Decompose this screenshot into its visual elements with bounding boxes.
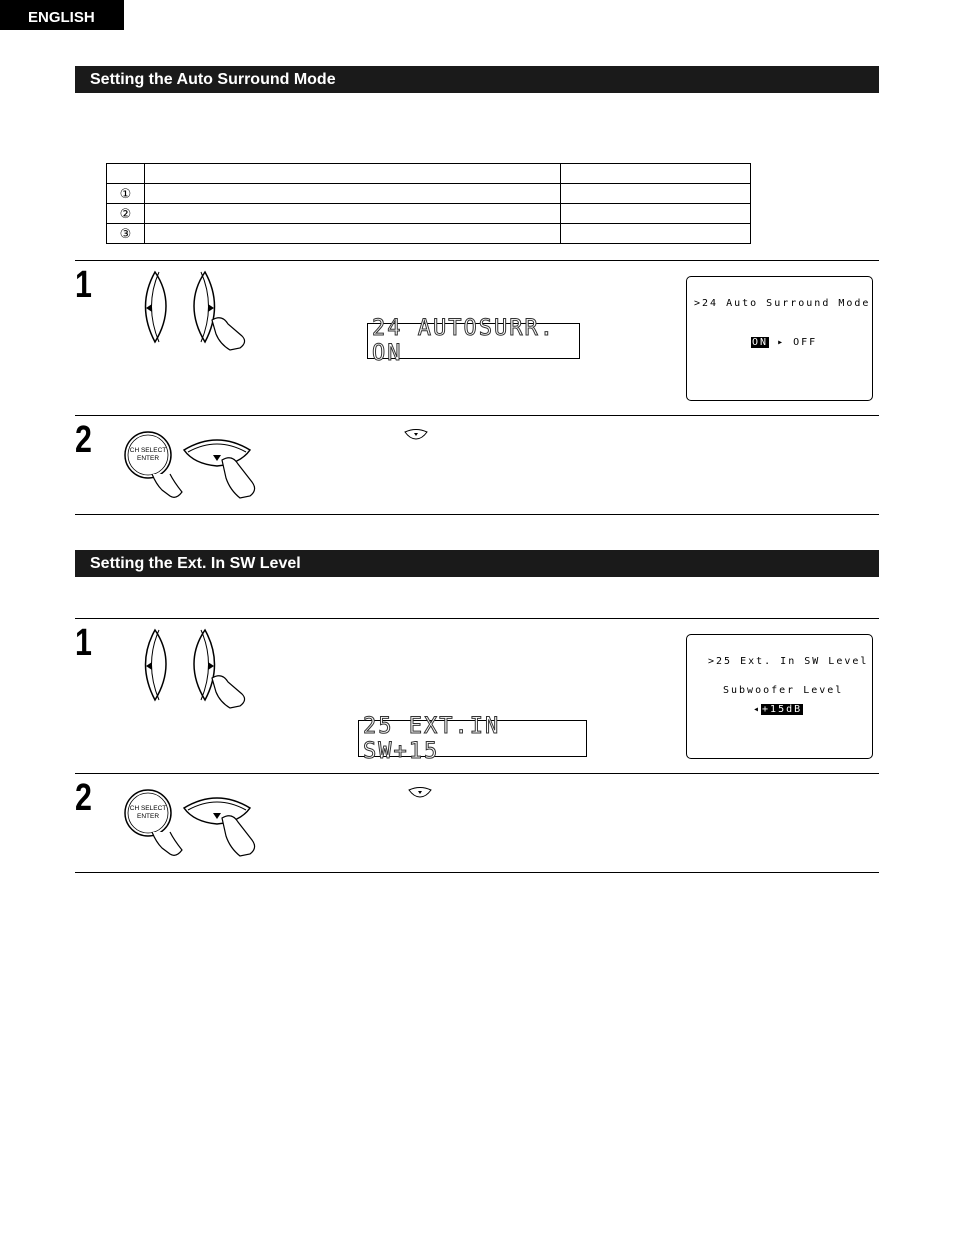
divider	[75, 872, 879, 873]
mode-table	[106, 163, 751, 244]
row-marker: ③	[107, 224, 145, 244]
row-marker: ①	[107, 184, 145, 204]
language-tab: ENGLISH	[0, 0, 124, 30]
button-label-top: CH SELECT	[129, 805, 167, 812]
osd-subtitle: Subwoofer Level	[723, 685, 844, 696]
button-label-bottom: ENTER	[136, 813, 160, 820]
button-label-bottom: ENTER	[136, 455, 160, 462]
osd-title: >25 Ext. In SW Level	[708, 656, 869, 667]
ch-select-enter-button-icon[interactable]	[122, 430, 262, 502]
section-title-auto-surround: Setting the Auto Surround Mode	[75, 66, 879, 93]
osd-value: +15dB	[762, 704, 803, 715]
table-row	[107, 224, 751, 244]
front-display: 24 AUTOSURR. ON	[367, 323, 580, 359]
step-number: 1	[75, 622, 92, 664]
right-arrow-icon: ▸	[777, 337, 786, 348]
step-number: 2	[75, 777, 92, 819]
osd-value-row	[753, 704, 803, 715]
section-title-ext-in-sw: Setting the Ext. In SW Level	[75, 550, 879, 577]
ch-select-enter-button-icon[interactable]	[122, 788, 262, 860]
divider	[75, 260, 879, 261]
table-row	[107, 204, 751, 224]
left-arrow-icon: ◂	[753, 704, 762, 715]
on-screen-display	[686, 276, 873, 401]
front-display: 25 EXT.IN SW+15	[358, 720, 587, 757]
divider	[75, 618, 879, 619]
down-cursor-small-icon	[404, 429, 428, 441]
osd-title: >24 Auto Surround Mode	[694, 298, 871, 309]
step-number: 2	[75, 419, 92, 461]
divider	[75, 415, 879, 416]
left-right-cursor-buttons-icon[interactable]	[130, 268, 250, 352]
table-row	[107, 164, 751, 184]
left-right-cursor-buttons-icon[interactable]	[130, 626, 250, 710]
row-marker: ②	[107, 204, 145, 224]
osd-options	[751, 337, 817, 348]
on-screen-display	[686, 634, 873, 759]
table-row	[107, 184, 751, 204]
down-cursor-small-icon	[408, 787, 432, 799]
osd-option-on: ON	[752, 337, 769, 348]
osd-option-off: OFF	[793, 337, 818, 348]
divider	[75, 514, 879, 515]
step-number: 1	[75, 264, 92, 306]
button-label-top: CH SELECT	[129, 447, 167, 454]
divider	[75, 773, 879, 774]
